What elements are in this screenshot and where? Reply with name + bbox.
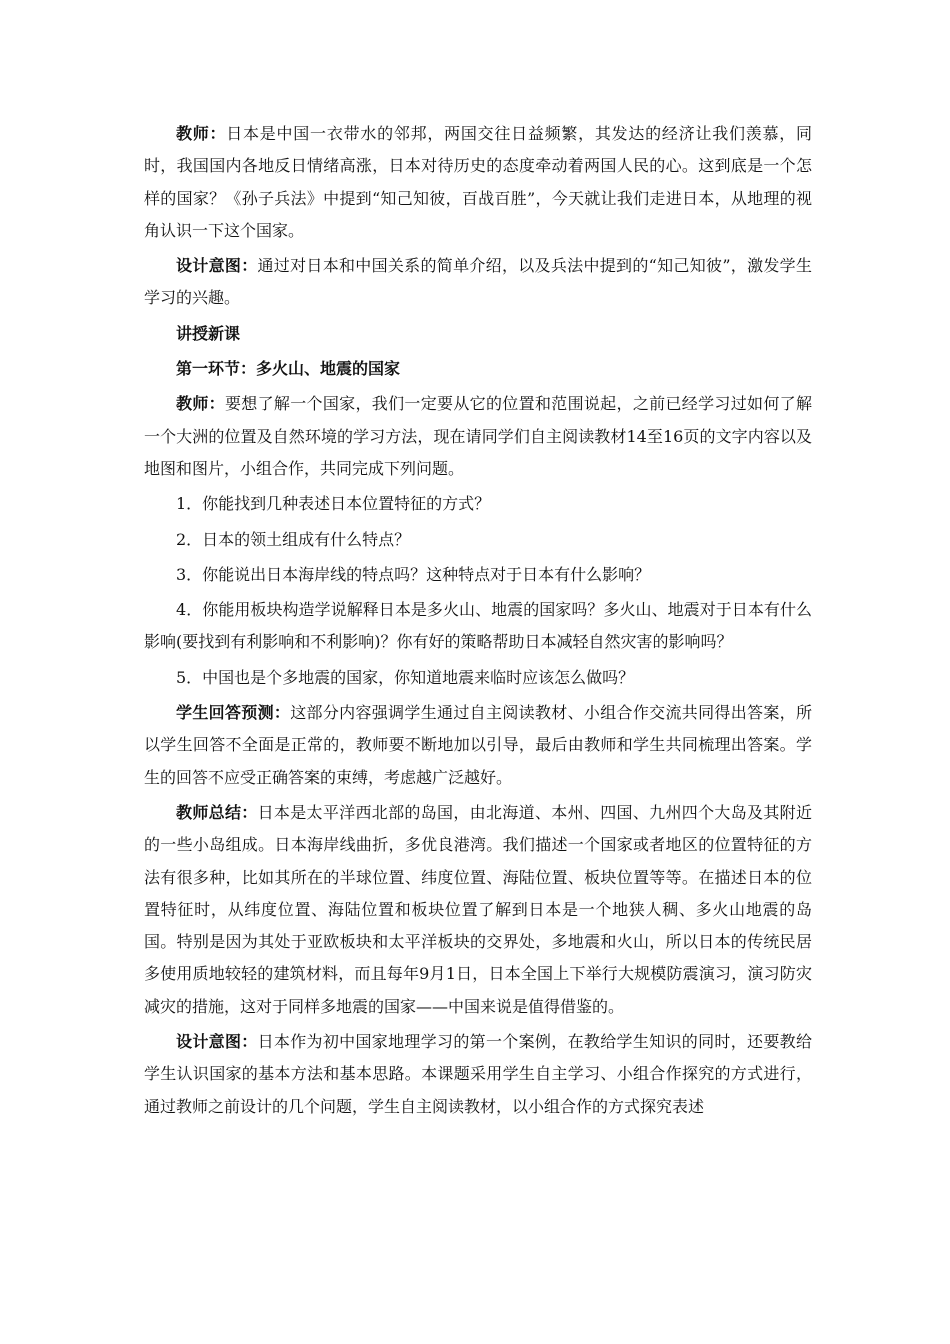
- speaker-label: 教师：: [176, 124, 227, 143]
- question-item: 1．你能找到几种表述日本位置特征的方式？: [176, 494, 491, 514]
- paragraph-text: 要想了解一个国家，我们一定要从它的位置和范围说起，之前已经学习过如何了解一个大洲的位置及自然环境的学习方法，现在请同学们自主阅读教材14至16页的文字内容以及地图和图片，小组合作，共同完成下列问题。: [144, 394, 812, 478]
- speaker-label: 设计意图：: [176, 1032, 258, 1052]
- question-item: 2．日本的领土组成有什么特点？: [176, 529, 411, 549]
- paragraph-text: 通过对日本和中国关系的简单介绍，以及兵法中提到的“知己知彼”，激发学生学习的兴趣。: [144, 256, 812, 308]
- document-page: [144, 118, 812, 1126]
- paragraph-design-intent: [144, 250, 812, 315]
- paragraph-teacher-instruction: [144, 388, 812, 485]
- paragraph-text: 这部分内容强调学生通过自主阅读教材、小组合作交流共同得出答案，所以学生回答不全面是正常的，教师要不断地加以引导，最后由教师和学生共同梳理出答案。学生的回答不应受正确答案的束缚，考虑越广泛越好。: [144, 703, 812, 787]
- speaker-label: 教师总结：: [176, 802, 258, 822]
- subsection-heading: 第一环节：多火山、地震的国家: [176, 359, 401, 379]
- speaker-label: 教师：: [176, 394, 225, 414]
- question-item: 4．你能用板块构造学说解释日本是多火山、地震的国家吗？多火山、地震对于日本有什么影响(要找到有利影响和不利影响)？你有好的策略帮助日本减轻自然灾害的影响吗？: [144, 600, 812, 652]
- paragraph-text: 日本是太平洋西北部的岛国，由北海道、本州、四国、九州四个大岛及其附近的一些小岛组成。日本海岸线曲折，多优良港湾。我们描述一个国家或者地区的位置特征的方法有很多种，比如其所在的半球位置、纬度位置、海陆位置、板块位置等等。在描述日本的位置特征时，从纬度位置、海陆位置和板块位置了解到日本是一个地狭人稠、多火山地震的岛国。特别是因为其处于亚欧板块和太平洋板块的交界处，多地震和火山，所以日本的传统民居多使用质地较轻的建筑材料，而且每年9月1日，日本全国上下举行大规模防震演习，演习防灾减灾的措施，这对于同样多地震的国家——中国来说是值得借鉴的。: [144, 802, 812, 1016]
- question-item: 3．你能说出日本海岸线的特点吗？这种特点对于日本有什么影响？: [176, 564, 651, 584]
- paragraph-teacher-summary: [144, 797, 812, 1023]
- speaker-label: 学生回答预测：: [176, 703, 291, 723]
- paragraph-design-intent-2: [144, 1026, 812, 1123]
- paragraph-text: 日本是中国一衣带水的邻邦，两国交往日益频繁，其发达的经济让我们羡慕，同时，我国国内各地反日情绪高涨，日本对待历史的态度牵动着两国人民的心。这到底是一个怎样的国家？《孙子兵法》中提到“知己知彼，百战百胜”，今天就让我们走进日本，从地理的视角认识一下这个国家。: [144, 124, 812, 240]
- paragraph-text: 日本作为初中国家地理学习的第一个案例，在教给学生知识的同时，还要教给学生认识国家的基本方法和基本思路。本课题采用学生自主学习、小组合作探究的方式进行，通过教师之前设计的几个问题，学生自主阅读教材，以小组合作的方式探究表述: [144, 1032, 812, 1116]
- paragraph-student-prediction: [144, 697, 812, 794]
- section-heading: 讲授新课: [176, 323, 241, 343]
- paragraph-teacher-intro: [144, 118, 812, 247]
- speaker-label: 设计意图：: [176, 256, 258, 276]
- question-item: 5．中国也是个多地震的国家，你知道地震来临时应该怎么做吗？: [176, 667, 635, 687]
